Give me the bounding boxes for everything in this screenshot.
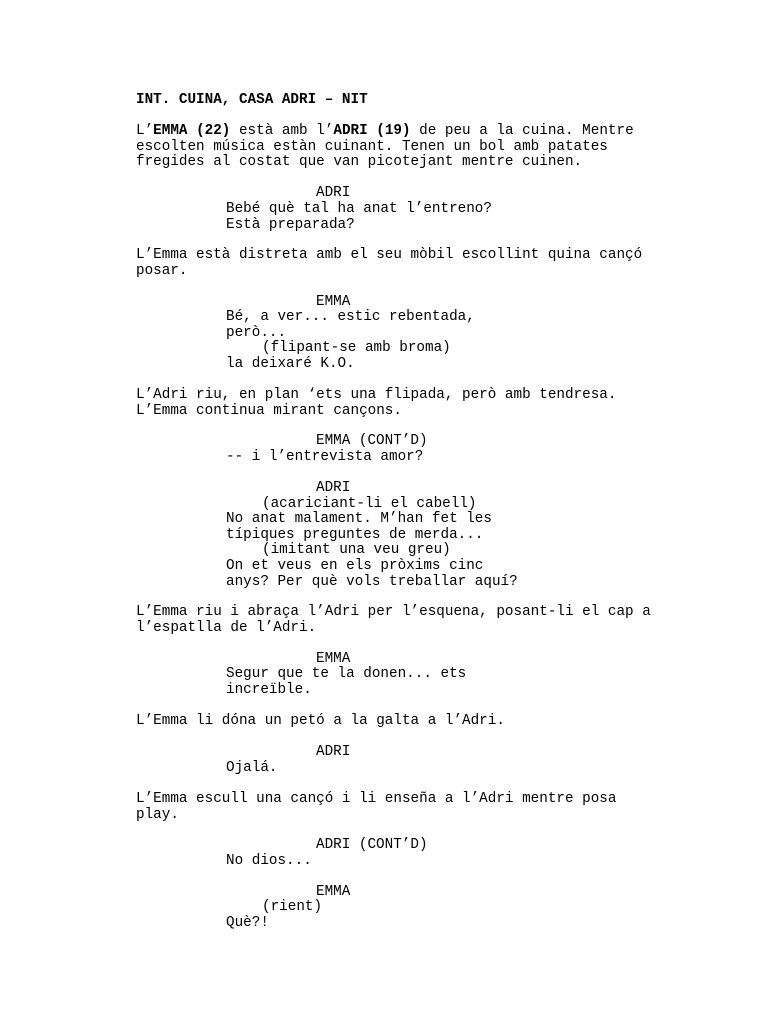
text-run: de peu a la cuina. Mentre <box>410 123 634 139</box>
text-run: L’ <box>136 123 154 139</box>
dialogue <box>226 450 423 466</box>
action-line: l’espatlla de l’Adri. <box>136 619 317 636</box>
action-line: posar. <box>136 262 188 279</box>
dialogue-line: Segur que te la donen... ets <box>226 666 467 682</box>
action <box>136 792 616 823</box>
dialogue-line: Està preparada? <box>226 216 355 233</box>
action-line: L’Emma escull una cançó i li enseña a l’Adri mentre posa <box>136 791 617 807</box>
parenthetical: (imitant una veu greu) <box>262 542 451 558</box>
dialogue-line: Ojalá. <box>226 760 278 776</box>
action-line: L’Emma continua mirant cançons. <box>136 402 402 419</box>
dialogue <box>226 667 466 698</box>
character-cue: EMMA <box>316 294 351 310</box>
character-intro-adri: ADRI (19) <box>333 123 411 139</box>
dialogue <box>226 310 475 341</box>
character-cue: ADRI <box>316 744 351 760</box>
dialogue-line: Bebé què tal ha anat l’entreno? <box>226 201 492 217</box>
action-line: L’Emma riu i abraça l’Adri per l’esquena, posant-li el cap a <box>136 604 651 620</box>
character-cue: ADRI (CONT’D) <box>316 837 428 853</box>
action-line: play. <box>136 806 179 823</box>
dialogue <box>226 512 492 543</box>
dialogue-line: Bé, a ver... estic rebentada, <box>226 309 475 325</box>
dialogue-line: No anat malament. M’han fet les <box>226 511 492 527</box>
action <box>136 248 642 279</box>
dialogue-line: típiques preguntes de merda... <box>226 526 484 543</box>
dialogue-line: la deixaré K.O. <box>226 356 355 372</box>
action-line: L’Emma li dóna un petó a la galta a l’Adri. <box>136 713 505 729</box>
action-line: fregides al costat que van picotejant mentre cuinen. <box>136 154 583 170</box>
text-run: està amb l’ <box>230 123 334 139</box>
character-cue: EMMA <box>316 884 351 900</box>
scene-heading: INT. CUINA, CASA ADRI – NIT <box>136 92 368 108</box>
character-cue: ADRI <box>316 480 351 496</box>
dialogue <box>226 559 518 590</box>
action <box>136 714 505 730</box>
parenthetical: (rient) <box>262 899 323 915</box>
action-intro <box>136 124 634 171</box>
dialogue-line: -- i l’entrevista amor? <box>226 449 424 465</box>
character-cue: ADRI <box>316 185 351 201</box>
dialogue-line: Què?! <box>226 915 269 931</box>
dialogue-line: però... <box>226 324 287 341</box>
action-line: L’Emma està distreta amb el seu mòbil escollint quina cançó <box>136 247 643 263</box>
dialogue-line: anys? Per què vols treballar aquí? <box>226 573 518 590</box>
dialogue <box>226 761 277 777</box>
action-line: escolten música estàn cuinant. Tenen un bol amb patates <box>136 138 608 155</box>
dialogue-line: increïble. <box>226 681 312 698</box>
dialogue <box>226 916 269 932</box>
action-line: L’Adri riu, en plan ‘ets una flipada, però amb tendresa. <box>136 387 617 403</box>
action-line <box>136 124 634 140</box>
character-cue: EMMA <box>316 651 351 667</box>
dialogue-line: No dios... <box>226 853 312 869</box>
action <box>136 388 616 419</box>
parenthetical: (flipant-se amb broma) <box>262 340 451 356</box>
action <box>136 605 651 636</box>
dialogue <box>226 357 355 373</box>
dialogue-line: On et veus en els pròxims cinc <box>226 558 484 574</box>
parenthetical: (acariciant-li el cabell) <box>262 496 477 512</box>
dialogue <box>226 202 492 233</box>
character-intro-emma: EMMA (22) <box>153 123 231 139</box>
character-cue: EMMA (CONT’D) <box>316 433 428 449</box>
dialogue <box>226 854 312 870</box>
